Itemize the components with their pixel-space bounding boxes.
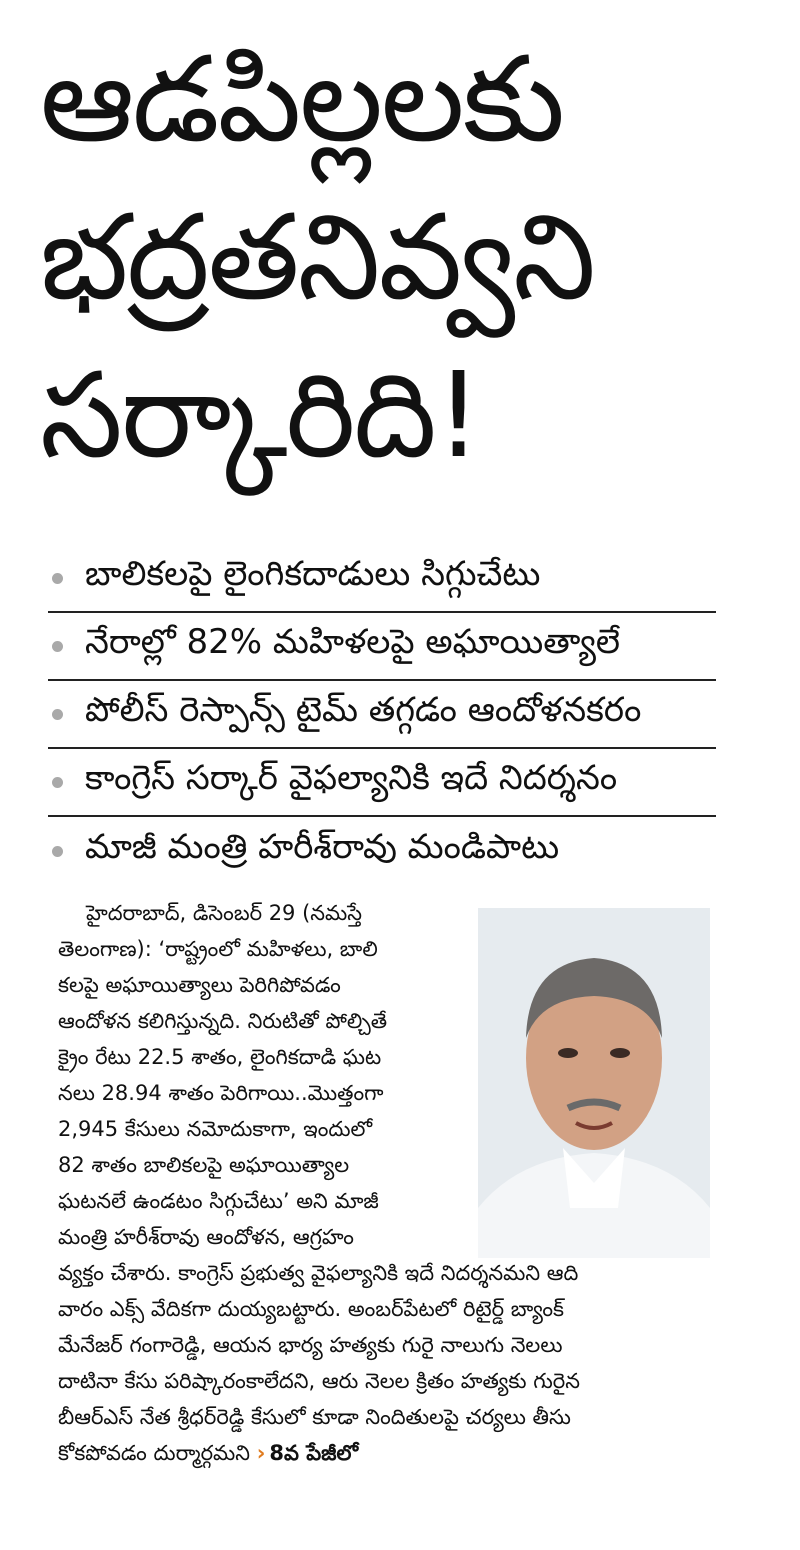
article-bottom-paragraph [58, 1255, 718, 1471]
continued-label: 8వ పేజీలో [269, 1441, 359, 1465]
highlights-list [48, 545, 716, 885]
headline-line-3: సర్కారిది! [40, 346, 481, 484]
highlight-item [48, 817, 716, 885]
bullet-dot-icon [52, 846, 63, 857]
article-line: బీఆర్‌ఎస్ నేత శ్రీధర్‌రెడ్డి కేసులో కూడా నిందితులపై చర్యలు తీసు [58, 1405, 571, 1429]
article-line: నలు 28.94 శాతం పెరిగాయి..మొత్తంగా [58, 1081, 384, 1105]
article-line: హైదరాబాద్, డిసెంబర్ 29 (నమస్తే [86, 901, 362, 925]
highlight-text: బాలికలపై లైంగికదాడులు సిగ్గుచేటు [85, 554, 541, 594]
article-line: 82 శాతం బాలికలపై అఘాయిత్యాల [58, 1153, 350, 1177]
headline-line-1: ఆడపిల్లలకు [40, 30, 564, 168]
highlight-item [48, 545, 716, 613]
chevron-right-icon: › [256, 1441, 266, 1465]
highlight-item [48, 681, 716, 749]
highlight-text: నేరాల్లో 82% మహిళలపై అఘాయిత్యాలే [85, 622, 621, 662]
highlight-item [48, 749, 716, 817]
article-last-line [58, 1435, 718, 1471]
article-line: మేనేజర్ గంగారెడ్డి, ఆయన భార్య హత్యకు గురై నాలుగు నెలలు [58, 1333, 563, 1357]
bullet-dot-icon [52, 709, 63, 720]
bullet-dot-icon [52, 777, 63, 788]
bullet-dot-icon [52, 573, 63, 584]
article-line: క్రైం రేటు 22.5 శాతం, లైంగికదాడి ఘట [58, 1045, 382, 1069]
headline [40, 20, 740, 494]
article-line: మంత్రి హరీశ్‌రావు ఆందోళన, ఆగ్రహం [58, 1225, 354, 1249]
article-body [58, 895, 718, 1471]
highlight-text: మాజీ మంత్రి హరీశ్‌రావు మండిపాటు [85, 827, 560, 867]
article-line: ఘటనలే ఉండటం సిగ్గుచేటు’ అని మాజీ [58, 1189, 379, 1213]
article-line: 2,945 కేసులు నమోదుకాగా, ఇందులో [58, 1117, 373, 1141]
article-line: దాటినా కేసు పరిష్కారంకాలేదని, ఆరు నెలల క్రితం హత్యకు గురైన [58, 1369, 580, 1393]
article-line: వ్యక్తం చేశారు. కాంగ్రెస్ ప్రభుత్వ వైఫల్యానికి ఇదే నిదర్శనమని ఆది [58, 1261, 579, 1285]
continued-on-page [257, 1441, 358, 1465]
highlight-item [48, 613, 716, 681]
article-line: తెలంగాణ): ‘రాష్ట్రంలో మహిళలు, బాలి [58, 937, 378, 961]
article-line: వారం ఎక్స్ వేదికగా దుయ్యబట్టారు. అంబర్‌పేటలో రిటైర్డ్ బ్యాంక్ [58, 1297, 565, 1321]
article-line: కోకపోవడం దుర్మార్గమని [58, 1441, 250, 1465]
headline-line-2: భద్రతనివ్వని [40, 188, 594, 326]
bullet-dot-icon [52, 641, 63, 652]
highlight-text: కాంగ్రెస్ సర్కార్ వైఫల్యానికి ఇదే నిదర్శనం [85, 758, 618, 798]
article-line: ఆందోళన కలిగిస్తున్నది. నిరుటితో పోల్చితే [58, 1009, 388, 1033]
article-top-paragraph [58, 895, 468, 1255]
highlight-text: పోలీస్ రెస్పాన్స్ టైమ్ తగ్గడం ఆందోళనకరం [85, 690, 642, 730]
article-line: కలపై అఘాయిత్యాలు పెరిగిపోవడం [58, 973, 341, 997]
